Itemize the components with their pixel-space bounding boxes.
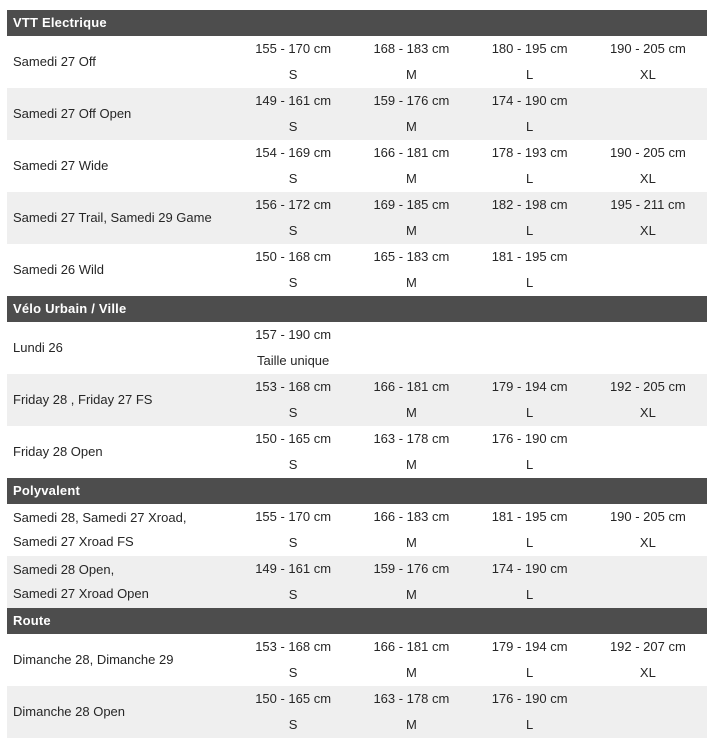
size-label: S [288, 457, 298, 472]
height-range: 153 - 168 cm [255, 379, 332, 394]
size-cell [234, 192, 352, 244]
height-range: 150 - 165 cm [255, 431, 332, 446]
size-label: M [405, 119, 417, 134]
model-name-line: Samedi 28 Open, [13, 562, 115, 577]
height-range: 192 - 205 cm [609, 379, 686, 394]
height-range: 149 - 161 cm [255, 561, 332, 576]
size-cell [471, 192, 589, 244]
size-label: S [288, 405, 298, 420]
height-range: 168 - 183 cm [373, 41, 450, 56]
table-section [7, 296, 707, 478]
table-row [7, 686, 707, 738]
height-range: 149 - 161 cm [255, 93, 332, 108]
size-label: M [405, 171, 417, 186]
height-range: 178 - 193 cm [491, 145, 568, 160]
height-range: 150 - 168 cm [255, 249, 332, 264]
model-name-cell [7, 88, 234, 140]
model-name-line: Friday 28 , Friday 27 FS [13, 392, 153, 407]
table-row [7, 634, 707, 686]
size-cell [471, 322, 589, 374]
height-range: 174 - 190 cm [491, 93, 568, 108]
size-cell [589, 504, 707, 556]
size-cell [234, 504, 352, 556]
size-cell [234, 556, 352, 608]
height-range: 179 - 194 cm [491, 379, 568, 394]
height-range: 169 - 185 cm [373, 197, 450, 212]
height-range: 150 - 165 cm [255, 691, 332, 706]
size-label: XL [639, 665, 656, 680]
model-name-cell [7, 504, 234, 556]
table-row [7, 504, 707, 556]
height-range: 182 - 198 cm [491, 197, 568, 212]
height-range: 190 - 205 cm [609, 145, 686, 160]
size-cell [234, 244, 352, 296]
model-name-cell [7, 374, 234, 426]
table-row [7, 426, 707, 478]
size-cell [589, 374, 707, 426]
model-name-line: Dimanche 28, Dimanche 29 [13, 652, 174, 667]
size-label: L [526, 275, 534, 290]
size-label: S [288, 67, 298, 82]
size-cell [471, 556, 589, 608]
size-label: M [405, 275, 417, 290]
section-header: Route [7, 608, 707, 634]
model-name-cell [7, 426, 234, 478]
section-header: Polyvalent [7, 478, 707, 504]
size-cell [589, 634, 707, 686]
size-cell [471, 88, 589, 140]
size-cell [234, 686, 352, 738]
size-label: M [405, 223, 417, 238]
height-range: 166 - 181 cm [373, 379, 450, 394]
size-label: M [405, 587, 417, 602]
size-label: S [288, 171, 298, 186]
size-label: M [405, 67, 417, 82]
size-label: L [526, 119, 534, 134]
height-range: 163 - 178 cm [373, 431, 450, 446]
model-name-line: Samedi 27 Wide [13, 158, 109, 173]
size-label: L [526, 535, 534, 550]
table-section [7, 608, 707, 738]
height-range: 190 - 205 cm [609, 509, 686, 524]
model-name-cell [7, 244, 234, 296]
model-name-cell [7, 36, 234, 88]
height-range: 156 - 172 cm [255, 197, 332, 212]
size-label: S [288, 665, 298, 680]
size-cell [352, 374, 470, 426]
table-row [7, 374, 707, 426]
size-cell [352, 244, 470, 296]
model-name-line: Samedi 27 Trail, Samedi 29 Game [13, 210, 212, 225]
size-label: XL [639, 223, 656, 238]
table-row [7, 322, 707, 374]
height-range: 166 - 183 cm [373, 509, 450, 524]
table-row [7, 140, 707, 192]
size-label: M [405, 665, 417, 680]
height-range: 179 - 194 cm [491, 639, 568, 654]
size-cell [589, 322, 707, 374]
size-cell [589, 140, 707, 192]
height-range: 190 - 205 cm [609, 41, 686, 56]
table-row [7, 88, 707, 140]
size-label: L [526, 223, 534, 238]
height-range: 153 - 168 cm [255, 639, 332, 654]
section-header: VTT Electrique [7, 10, 707, 36]
size-cell [589, 36, 707, 88]
size-label: L [526, 717, 534, 732]
height-range: 192 - 207 cm [609, 639, 686, 654]
size-cell [589, 88, 707, 140]
size-cell [589, 556, 707, 608]
height-range: 165 - 183 cm [373, 249, 450, 264]
size-cell [589, 244, 707, 296]
size-label: S [288, 119, 298, 134]
size-label: S [288, 535, 298, 550]
table-row [7, 36, 707, 88]
size-label: S [288, 717, 298, 732]
model-name-cell [7, 192, 234, 244]
model-name-line: Lundi 26 [13, 340, 63, 355]
size-cell [352, 426, 470, 478]
size-label: L [526, 457, 534, 472]
model-name-cell [7, 634, 234, 686]
model-name-line: Friday 28 Open [13, 444, 103, 459]
size-cell [352, 192, 470, 244]
size-cell [589, 426, 707, 478]
table-row [7, 556, 707, 608]
model-name-line: Samedi 27 Xroad FS [13, 534, 134, 549]
height-range: 195 - 211 cm [610, 197, 686, 212]
size-label: XL [639, 405, 656, 420]
size-cell [234, 374, 352, 426]
size-label: L [526, 587, 534, 602]
size-cell [234, 634, 352, 686]
size-label: XL [639, 67, 656, 82]
height-range: 166 - 181 cm [373, 145, 450, 160]
table-row [7, 244, 707, 296]
size-cell [352, 88, 470, 140]
size-cell [471, 140, 589, 192]
model-name-line: Dimanche 28 Open [13, 704, 126, 719]
model-name-line: Samedi 27 Xroad Open [13, 586, 149, 601]
height-range: 180 - 195 cm [491, 41, 568, 56]
size-cell [234, 322, 352, 374]
size-label: S [288, 223, 298, 238]
size-cell [471, 374, 589, 426]
model-name-line: Samedi 26 Wild [13, 262, 105, 277]
size-cell [352, 504, 470, 556]
size-label: M [405, 535, 417, 550]
size-label: L [526, 405, 534, 420]
size-cell [471, 504, 589, 556]
model-name-cell [7, 322, 234, 374]
height-range: 163 - 178 cm [373, 691, 450, 706]
size-label: S [288, 275, 298, 290]
table-section [7, 10, 707, 296]
model-name-line: Samedi 27 Off Open [13, 106, 132, 121]
size-chart-table [7, 10, 707, 738]
size-label: M [405, 717, 417, 732]
section-header: Vélo Urbain / Ville [7, 296, 707, 322]
model-name-line: Samedi 27 Off [13, 54, 96, 69]
height-range: 159 - 176 cm [373, 93, 450, 108]
size-label: XL [639, 535, 656, 550]
size-cell [471, 634, 589, 686]
size-cell [352, 36, 470, 88]
height-range: 155 - 170 cm [255, 41, 332, 56]
size-cell [352, 634, 470, 686]
size-cell [234, 140, 352, 192]
size-cell [471, 244, 589, 296]
table-section [7, 478, 707, 608]
height-range: 181 - 195 cm [491, 509, 568, 524]
height-range: 159 - 176 cm [373, 561, 450, 576]
size-cell [471, 426, 589, 478]
size-cell [352, 556, 470, 608]
size-label: M [405, 405, 417, 420]
model-name-cell [7, 140, 234, 192]
height-range: 154 - 169 cm [255, 145, 332, 160]
size-cell [234, 88, 352, 140]
height-range: 155 - 170 cm [255, 509, 332, 524]
size-cell [352, 686, 470, 738]
size-cell [234, 36, 352, 88]
size-cell [471, 686, 589, 738]
height-range: 176 - 190 cm [491, 431, 568, 446]
model-name-cell [7, 686, 234, 738]
size-cell [589, 192, 707, 244]
size-cell [352, 322, 470, 374]
size-label: XL [639, 171, 656, 186]
height-range: 166 - 181 cm [373, 639, 450, 654]
height-range: 157 - 190 cm [255, 327, 332, 342]
size-cell [589, 686, 707, 738]
size-cell [471, 36, 589, 88]
size-cell [234, 426, 352, 478]
size-label: Taille unique [256, 353, 330, 368]
size-label: S [288, 587, 298, 602]
size-label: L [526, 171, 534, 186]
table-row [7, 192, 707, 244]
height-range: 181 - 195 cm [491, 249, 568, 264]
height-range: 176 - 190 cm [491, 691, 568, 706]
size-label: L [526, 67, 534, 82]
size-label: L [526, 665, 534, 680]
size-label: M [405, 457, 417, 472]
model-name-line: Samedi 28, Samedi 27 Xroad, [13, 510, 187, 525]
model-name-cell [7, 556, 234, 608]
height-range: 174 - 190 cm [491, 561, 568, 576]
size-cell [352, 140, 470, 192]
